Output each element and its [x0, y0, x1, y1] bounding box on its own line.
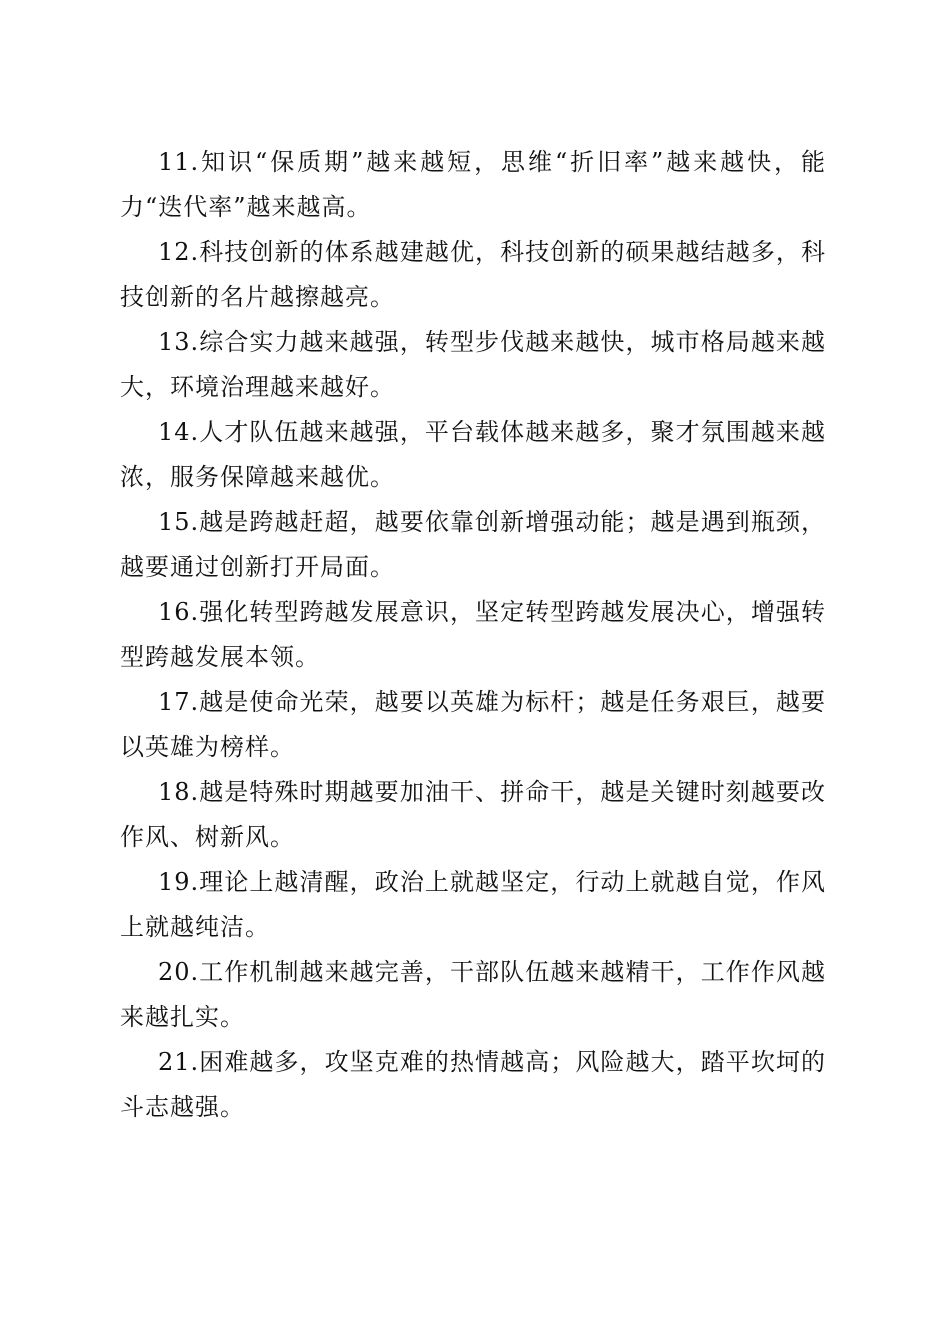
paragraph-15: 15.越是跨越赶超，越要依靠创新增强动能；越是遇到瓶颈，越要通过创新打开局面。: [120, 508, 826, 581]
paragraph-20: 20.工作机制越来越完善，干部队伍越来越精干，工作作风越来越扎实。: [120, 958, 826, 1031]
paragraph-16: 16.强化转型跨越发展意识，坚定转型跨越发展决心，增强转型跨越发展本领。: [120, 598, 826, 671]
paragraph-17: 17.越是使命光荣，越要以英雄为标杆；越是任务艰巨，越要以英雄为榜样。: [120, 688, 826, 761]
paragraph-14: 14.人才队伍越来越强，平台载体越来越多，聚才氛围越来越浓，服务保障越来越优。: [120, 418, 826, 491]
paragraph-11: 11.知识“保质期”越来越短，思维“折旧率”越来越快，能力“迭代率”越来越高。: [120, 148, 826, 221]
paragraph-12: 12.科技创新的体系越建越优，科技创新的硕果越结越多，科技创新的名片越擦越亮。: [120, 238, 826, 311]
document-body: [120, 140, 826, 1130]
paragraph-18: 18.越是特殊时期越要加油干、拼命干，越是关键时刻越要改作风、树新风。: [120, 778, 826, 851]
paragraph-21: 21.困难越多，攻坚克难的热情越高；风险越大，踏平坎坷的斗志越强。: [120, 1048, 826, 1121]
paragraph-13: 13.综合实力越来越强，转型步伐越来越快，城市格局越来越大，环境治理越来越好。: [120, 328, 826, 401]
paragraph-19: 19.理论上越清醒，政治上就越坚定，行动上就越自觉，作风上就越纯洁。: [120, 868, 826, 941]
